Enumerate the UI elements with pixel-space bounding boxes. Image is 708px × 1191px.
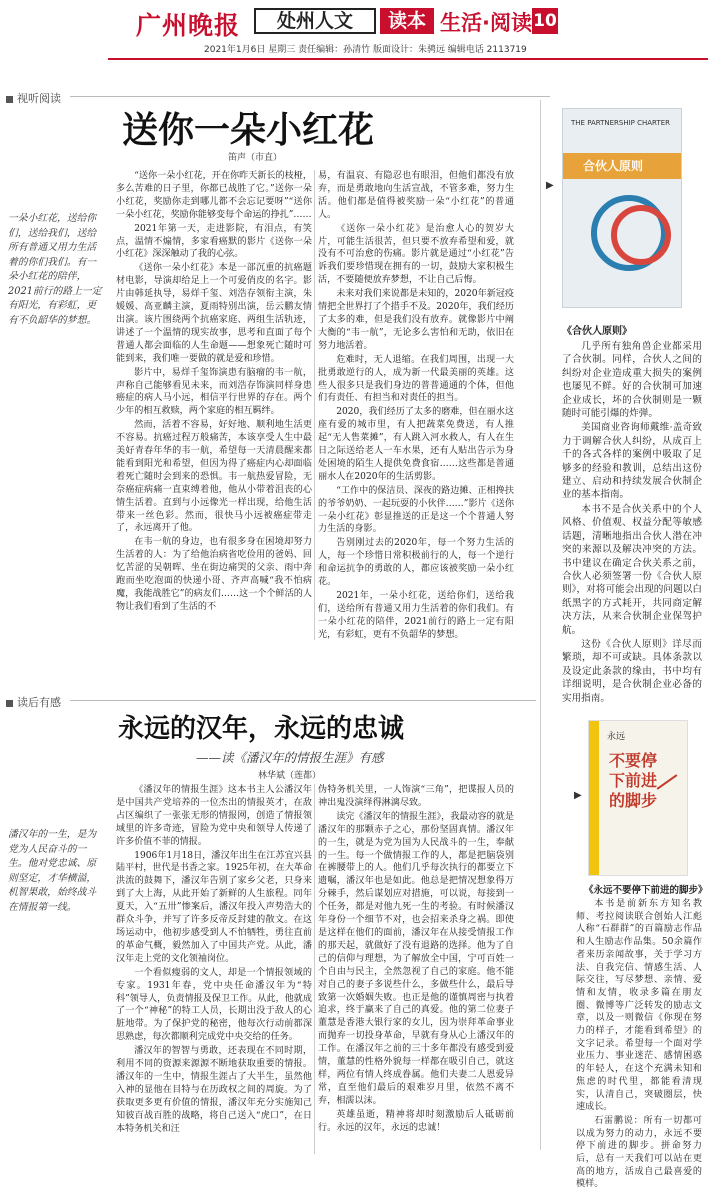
article1-side-note: 一朵小红花，送给你们，送给我们，送给所有普通又用力生活着的你们我们。有一朵小红花的陪伴，2021前行的路上一定有阳光，有彩虹，更有不负韶华的梦想。 — [8, 213, 102, 326]
paragraph: 《送你一朵小红花》是治愈人心的贺岁大片，可能生活很苦，但只要不放弃希望和爱，就没有不可治愈的伤痛。影片就是通过“小红花”告诉我们要珍惜现在拥有的一切，鼓励大家积极生活，不要随便放弃梦想，不让自己后悔。 — [318, 223, 514, 286]
paragraph: 《潘汉年的情报生涯》这本书主人公潘汉年是中国共产党培养的一位杰出的情报英才，在敌占区编织了一张张无形的情报网，创造了情报领域里的许多奇迹，冒险为党中央和领导人传递了许多价值不菲的情报。 — [116, 785, 312, 847]
dubben-box: 读本 — [380, 8, 434, 34]
paragraph: 2021年，一朵小红花，送给你们，送给我们，送给所有普通又用力生活着的你们我们。有一朵小红花的陪伴，2021前行的路上一定有阳光，有彩虹，更有不负韶华的梦想。 — [318, 591, 514, 640]
paragraph: 英雄虽逝，精神将却时刻激励后人砥砺前行。永远的汉年，永远的忠诚！ — [318, 1109, 514, 1133]
paragraph: “工作中的保洁员、深夜的路边摊、正相搀扶的爷爷奶奶、一起玩耍的小伙伴……”影片《送你一朵小红花》彰显推送的正是这一个个普通人努力生活的身影。 — [318, 485, 514, 535]
book1-title: 《合伙人原则》 — [562, 326, 632, 337]
article1-column-1 — [116, 170, 312, 640]
square-bullet-icon — [6, 700, 13, 707]
book2-review — [576, 898, 702, 1190]
cover-title: 合伙人原则 — [583, 159, 644, 173]
triangle-marker-icon: ▶ — [574, 790, 582, 801]
triangle-marker-icon: ▶ — [546, 180, 554, 191]
paragraph: 然而，活着不容易，好好地、顺利地生活更不容易。抗癌过程万般痛苦，本该享受人生中最美好青春年华的韦一航，希望每一天清晨醒来都能看到阳光和希望，但因为得了癌症内心却面临着死亡随时会到来的恐惧。韦一航热爱冒险，无奈癌症病痛一直束缚着他，他从小带着沮丧的心情生活着。直到与小远像光一样出现，给他生活带来一丝色彩。然而，很快马小远被癌症带走了，永远离开了他。 — [116, 420, 312, 534]
article2-title: 永远的汉年，永远的忠诚 — [118, 714, 405, 744]
article1-column-2 — [318, 170, 514, 640]
paragraph: “送你一朵小红花，开在你昨天新长的枝桠，多么苦难的日子里，你都已战胜了它。”送你一朵小红花，奖励你走到哪儿都不会忘记要呀”“送你一朵小红花，奖励你能够变每个命运的挣扎”…… — [116, 171, 312, 220]
cover-circle-graphic — [611, 205, 671, 265]
paragraph: 读完《潘汉年的情报生涯》，我最动容的就是潘汉年的那颗赤子之心，那份坚固真情。潘汉年的一生，就是为党为国为人民战斗的一生，奉献的一生。每一个做情报工作的人，都是把脑袋别在裤腰带上的人。他们几乎每次执行的都要立下遗嘱，潘汉年也是如此。他总是把情况想象得万分棘手，然后谋划应对措施，可以说，每接到一个任务，都是对他九死一生的考验。有时候潘汉年身份一个细节不对，也会招来杀身之祸。即使是这样在他们的面前，潘汉年在从接受情报工作的那天起，就做好了没有退路的选择。他为了自己的信仰与理想，为了解放全中国，宁可百姓一个自由与民主，全然忽视了自己的家庭。他不能对自己的妻子多说些什么，多做些什么，最后导致第一次婚姻失败。也正是他的谨慎周密与执着追求，终于赢来了自己的真爱。他的第二位妻子董慧是香港大银行家的女儿，因为崇拜革命事业而抛弃一切投身革命，早就有身从心上潘汉年的工作。在潘汉年之前的三十多年都没有感受到爱情，董慧的性格外貌每一样都在吸引自己，就这样，两位有情人终成眷属。他们夫妻二人恩爱异常，直至他们最后的艰难岁月里，依然不离不弃，相濡以沫。 — [318, 811, 514, 1106]
article2-subtitle: ——读《潘汉年的情报生涯》有感 — [196, 750, 384, 765]
book-cover-partnership — [562, 108, 682, 308]
paragraph: 危难时，无人退缩。在我们周围，出现一大批勇敢逆行的人，成为新一代最美丽的英雄。这些人很多只是我们身边的普普通通的个体，但他们有责任、有担当和对责任的担当。 — [318, 354, 514, 404]
article2-column-2 — [318, 784, 514, 1154]
paragraph: 本书是前新东方知名教师、考拉阅读联合创始人江彪人称“石群群”的百篇励志作品和人生励志作品集。50余篇作者来历亲闻故事，关于学习方法、自我完信、情感生活、人际交往，写尽梦想、亲情、爱情和友情，收录多篇在朋友圈、微博等广泛转发的励志文章，以及一则微信《你现在努力的样子，才能看到希望》的文字记录。希望每一个面对学业压力、事业迷茫、感情困惑的年轻人，在这个充满未知和焦虑的时代里，都能看清现实，认清自己，突破圈层，快速成长。 — [576, 899, 702, 1113]
paragraph: 石雷鹏说：所有一切都可以成为努力的动力，永远不要停下前进的脚步。拼命努力后，总有一天我们可以站在更高的地方，活成自己最喜爱的模样。 — [576, 1115, 702, 1190]
article2-column-1 — [116, 784, 312, 1154]
masthead-meta: 2021年1月6日 星期三 责任编辑：孙清竹 版面设计：朱骋远 编辑电话 2113719 — [204, 45, 527, 55]
article2-side-note: 潘汉年的一生，是为党为人民奋斗的一生。他对党忠诚、原则坚定，才华横溢，机智果敢，始终战斗在情报第一线。 — [8, 829, 97, 913]
paragraph: 伪特务机关里，一人饰演“三角”，把谍报人员的神出鬼没演绎得淋漓尽致。 — [318, 785, 514, 808]
paragraph: 几乎所有独角兽企业都采用了合伙制。同样，合伙人之间的纠纷对企业造成重大损失的案例也屡见不鲜。好的合伙制可加速企业成长，坏的合伙制则是一颗随时可能引爆的炸弹。 — [562, 341, 702, 420]
section-tag-bottom — [6, 694, 61, 710]
paragraph: 未来对我们来说都是未知的，2020年新冠疫情把全世界打了个措手不及。2020年，我们经历了太多的难，但是我们没有放弃。就像影片中阐大衡的“韦一航”，无论多么害怕和无助，依旧在努力地活着。 — [318, 289, 514, 351]
cover-band — [589, 721, 599, 875]
square-bullet-icon — [6, 96, 13, 103]
newspaper-logo: 广州晚报 — [136, 11, 241, 40]
book2-title: 《永远不要停下前进的脚步》 — [584, 885, 708, 896]
cover-small-text: 永远 — [607, 732, 626, 742]
paragraph: 1906年1月18日，潘汉年出生在江苏宜兴县陆平村，世代是书香之家。1925年初，在大革命洪流的鼓舞下，潘汉年告别了家乡父老，只身来到了大上海，从此开始了新鲜的人生旅程。同年夏天，入“五卅”惨案后，潘汉年投入声势浩大的群众斗争，并写了许多反帝反封建的散文。在这场运动中，他初步感受到人不怕牺牲，勇往直前的革命气概，毅然加入了中国共产党。从此，潘汉年走上党的文化领袖岗位。 — [116, 850, 312, 964]
cover-small-text: THE PARTNERSHIP CHARTER — [571, 119, 670, 127]
cover-title: 不要停下前进的脚步 — [609, 751, 658, 810]
masthead-rule — [108, 58, 708, 60]
column-divider — [314, 170, 315, 640]
page-number: 10 — [532, 8, 558, 34]
paragraph: 一个看似瘦弱的文人，却是一个情报领域的专家。1931年春，党中央任命潘汉年为“特科”领导人，负责情报及保卫工作。从此，他就成了一个“神秘”的特工人员，长期出没于敌人的心脏地带。为了保护党的秘密，他每次行动前都深思熟虑，每次都顺利完成党中央交给的任务。 — [116, 967, 312, 1043]
paragraph: 2020，我们经历了太多的磨难，但在丽水这座有爱的城市里，有人把蔬菜免费送，有人推起“无人售菜摊”，有人跳入河水救人，有人在生日之际送给老人一车水果，还有人贴出告示为身处困境的陌生人提供免费食宿……这些都是普通丽水人在2020年的生活剪影。 — [318, 407, 514, 482]
section-tag-label: 读后有感 — [17, 696, 61, 709]
column-name-box: 处州人文 — [254, 8, 376, 34]
paragraph: 美国商业咨询师戴维·盖奇致力于调解合伙人纠纷，从成百上千的各式各样的案例中吸取了足够多的经验和教训，总结出这份建立、启动和持续发展合伙制企业的基本指南。 — [562, 422, 702, 501]
book1-review — [562, 340, 702, 704]
right-column-divider — [540, 100, 541, 1150]
article1-title: 送你一朵小红花 — [122, 109, 375, 151]
paragraph: 2021年第一天，走进影院，有泪点，有笑点，温情不煽情，多家看癌默的影片《送你一朵小红花》深深触动了我的心弦。 — [116, 223, 312, 260]
paragraph: 易，有温哀、有隐忍也有眼泪，但他们都没有放弃，而是勇敢地向生活宣战，不管多难，努力生活。他们都是值得被奖励一朵“小红花”的普通人。 — [318, 171, 514, 220]
paragraph: 潘汉年的智智与勇敢，还表现在不同时期，利用不同的资源来源源不断地获取重要的情报。潘汉年的一生中，情报生涯占了大半生，虽然他入神的显他在目特与在历政权之间的周旋。为了获取更多更有价值的情报，潘汉年充分实施知己知彼百战百胜的战略，将自己送入“虎口”，在日本特务机关和汪 — [116, 1046, 312, 1134]
section-rule — [70, 700, 536, 701]
paragraph: 《送你一朵小红花》本是一部沉重的抗癌题材电影，导演却给足上一个可爱俏皮的名字。影片由韩延执导，易烊千玺、刘浩存领衔主演，朱媛媛、高亚麟主演，夏雨特别出演，岳云鹏友情出演。该片围绕两个抗癌家庭、两组生活轨迹，讲述了一个温情的现实故事，思考和直面了每个普通人都会面临的人生命题——想象死亡随时可能到来，我们唯一要做的就是爱和珍惜。 — [116, 263, 312, 364]
paragraph: 告别刚过去的2020年，每一个努力生活的人，每一个珍惜日常积极前行的人，每一个逆行和命运抗争的勇敢的人，都应该被奖励一朵小红花。 — [318, 538, 514, 588]
section-tag-top — [6, 90, 61, 106]
article2-byline: 林华斌（莲都） — [258, 771, 322, 781]
column-divider — [314, 784, 315, 1154]
section-tag-label: 视听阅读 — [17, 92, 61, 105]
paragraph: 影片中，易烊千玺饰演患有脑瘤的韦一航，声称自己能够看见未来，而刘浩存饰演同样身患癌症的病人马小远，相信平行世界的存在。两个少年的相互救赎，两个家庭的相互羁绊。 — [116, 367, 312, 417]
book-cover-never-stop — [588, 720, 688, 876]
section-title: 生活·阅读 — [440, 11, 532, 35]
section-rule — [70, 96, 550, 97]
paragraph: 这份《合伙人原则》详尽而繁琐，却不可或缺。具体条款以及设定此条款的缘由，书中均有详细说明，是合伙制企业必备的实用指南。 — [562, 638, 702, 704]
paragraph: 在韦一航的身边，也有很多身在困境却努力生活着的人：为了给他治病省吃俭用的爸妈、回忆苦涩的吴朝晖、坐在街边痛哭的父亲、雨中奔跑而坐吃泡面的快递小哥、齐声高喊“我不怕病魔，我能战胜它”的病友们……这一个个鲜活的人物让我们看到了生活的不 — [116, 537, 312, 612]
paragraph: 本书不是合伙关系中的个人风格、价值观、权益分配等敏感话题，清晰地指出合伙人潜在冲突的来源以及解决冲突的方法。书中建议在确定合伙关系之前，合伙人必须签署一份《合伙人原则》，对将可能会出现的问题以白纸黑字的方式耗开，共同商定解决方法，从来合伙制企业保驾护航。 — [562, 503, 702, 636]
article1-byline: 笛声（市直） — [228, 153, 283, 163]
